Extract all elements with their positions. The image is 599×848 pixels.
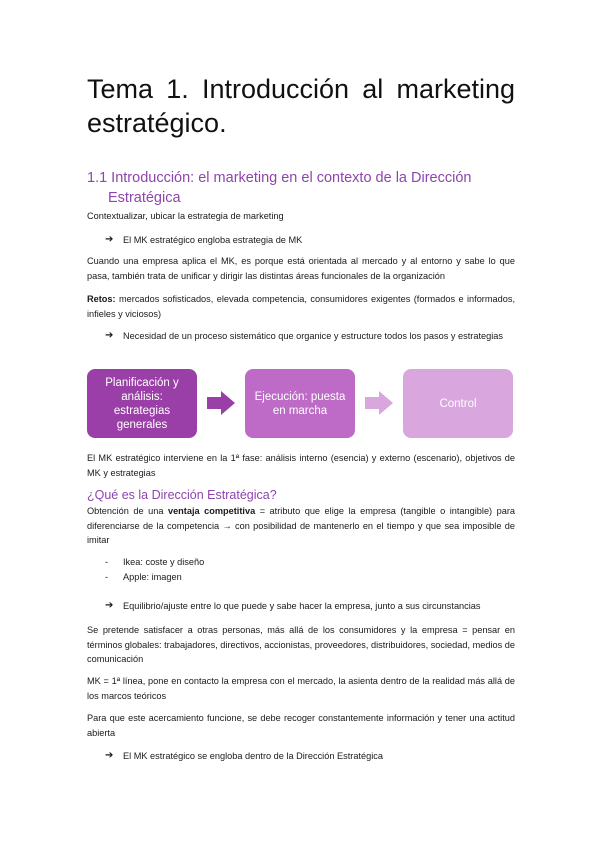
arrow-list-item [105,329,515,344]
arrow-right-icon: ➔ [105,330,114,341]
arrow-item-text: El MK estratégico engloba estrategia de MK [123,235,303,245]
flow-step-control: Control [403,369,513,438]
text-run: = atributo que elige la empresa (tangible o intangible) para diferenciarse de la competencia → con posibilidad de mantenerlo en el tiempo y que sea imposible de imitar [87,506,516,545]
section-heading [87,168,515,208]
arrow-right-icon: ➔ [105,234,114,245]
section-heading-line2: Estratégica [108,190,181,206]
arrow-list-item [105,599,515,614]
paragraph: Cuando una empresa aplica el MK, es porque está orientada al mercado y al entorno y sabe lo que pasa, también trata de unificar y dirigir las distintas áreas funcionales de la organización [87,256,515,281]
flow-step-planning: Planificación y análisis: estrategias generales [87,369,197,438]
page-title: Tema 1. Introducción al marketing estratégico. [87,74,515,138]
ventaja-paragraph [87,504,515,548]
paragraph: Se pretende satisfacer a otras personas, más allá de los consumidores y la empresa = pensar en términos globales: trabajadores, directivos, accionistas, proveedores, distribuidores, sociedad, medios de comunicación [87,625,515,664]
flow-step-execution: Ejecución: puesta en marcha [245,369,355,438]
dash-list-item [105,570,182,585]
arrow-list-item [105,749,515,764]
dash-item-text: Ikea: coste y diseño [123,557,205,567]
paragraph: Para que este acercamiento funcione, se debe recoger constantemente información y tener una actitud abierta [87,713,515,738]
bold-term: ventaja competitiva [167,506,256,516]
intro-paragraph: Contextualizar, ubicar la estrategia de marketing [87,211,284,221]
paragraph: El MK estratégico interviene en la 1ª fase: análisis interno (esencia) y externo (escenario), objetivos de MK y estrategias [87,453,515,478]
flow-arrow-icon [207,391,235,415]
section-heading-line1: 1.1 Introducción: el marketing en el contexto de la Dirección [87,170,472,186]
text-run: Obtención de una [87,506,168,516]
dash-bullet: - [105,557,109,567]
retos-label: Retos: [87,294,116,304]
arrow-item-text: Equilibrio/ajuste entre lo que puede y sabe hacer la empresa, junto a sus circunstancias [123,601,481,611]
dash-bullet: - [105,572,109,582]
arrow-item-text: El MK estratégico se engloba dentro de la Dirección Estratégica [123,751,383,761]
arrow-item-text: Necesidad de un proceso sistemático que organice y estructure todos los pasos y estrategias [123,331,503,341]
paragraph: MK = 1ª línea, pone en contacto la empresa con el mercado, la asienta dentro de la realidad más allá de los marcos teóricos [87,676,515,701]
subsection-heading: ¿Qué es la Dirección Estratégica? [87,488,277,502]
flow-arrow-icon [365,391,393,415]
retos-text: mercados sofisticados, elevada competencia, consumidores exigentes (formados e informados, infieles y viciosos) [87,294,515,319]
dash-list-item [105,555,204,570]
arrow-list-item [105,233,515,248]
arrow-right-icon: ➔ [105,750,114,761]
dash-item-text: Apple: imagen [123,572,182,582]
retos-paragraph [87,292,515,321]
arrow-right-icon: ➔ [105,600,114,611]
